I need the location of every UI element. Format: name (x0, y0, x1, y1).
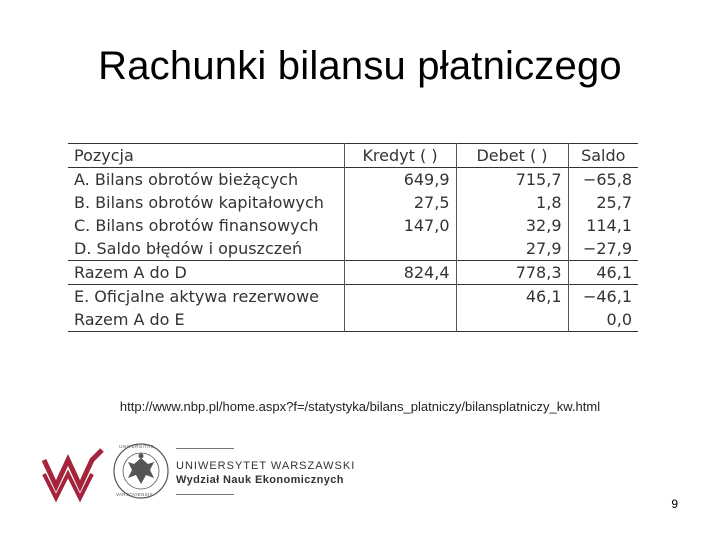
saldo-cell: −65,8 (568, 168, 638, 192)
row-label: Razem A do D (74, 263, 187, 282)
saldo-cell: 25,7 (568, 191, 638, 214)
table-header-row (68, 144, 638, 168)
saldo-cell: 46,1 (568, 261, 638, 285)
saldo-cell: 0,0 (568, 308, 638, 332)
kredyt-cell: 649,9 (344, 168, 456, 192)
table-row (68, 168, 638, 192)
header-debet: Debet ( ) (456, 144, 568, 168)
table-row (68, 308, 638, 332)
kredyt-cell: 824,4 (344, 261, 456, 285)
table-row (68, 214, 638, 237)
saldo-cell: −46,1 (568, 285, 638, 309)
debet-cell: 778,3 (456, 261, 568, 285)
debet-cell: 715,7 (456, 168, 568, 192)
faculty-name: Wydział Nauk Ekonomicznych (176, 474, 344, 486)
saldo-cell: −27,9 (568, 237, 638, 261)
page-number: 9 (671, 497, 678, 511)
saldo-cell: 114,1 (568, 214, 638, 237)
row-label: A. Bilans obrotów bieżących (74, 170, 299, 189)
source-link[interactable]: http://www.nbp.pl/home.aspx?f=/statystyka/bilans_platniczy/bilansplatniczy_kw.html (119, 399, 601, 414)
seal-top-text: UNIVERSITAS (119, 444, 155, 449)
logo-top-rule (176, 448, 234, 449)
balance-table-container (68, 143, 638, 332)
kredyt-cell: 27,5 (344, 191, 456, 214)
table-row (68, 191, 638, 214)
table-row (68, 261, 638, 285)
table-row (68, 237, 638, 261)
header-kredyt: Kredyt ( ) (344, 144, 456, 168)
university-logo (40, 442, 380, 502)
debet-cell: 46,1 (456, 285, 568, 309)
kredyt-cell (344, 285, 456, 309)
balance-of-payments-table (68, 143, 638, 332)
debet-cell: 27,9 (456, 237, 568, 261)
debet-cell (456, 308, 568, 332)
kredyt-cell: 147,0 (344, 214, 456, 237)
debet-cell: 32,9 (456, 214, 568, 237)
university-name: UNIWERSYTET WARSZAWSKI (176, 460, 356, 472)
row-label: Razem A do E (74, 310, 185, 329)
kredyt-cell (344, 237, 456, 261)
header-saldo: Saldo (568, 144, 638, 168)
debet-cell: 1,8 (456, 191, 568, 214)
table-row (68, 285, 638, 309)
kredyt-cell (344, 308, 456, 332)
row-label: C. Bilans obrotów finansowych (74, 216, 319, 235)
seal-bottom-text: VARSOVIENSIS (116, 492, 153, 497)
row-label: B. Bilans obrotów kapitałowych (74, 193, 324, 212)
header-pozycja: Pozycja (74, 146, 134, 165)
slide-title: Rachunki bilansu płatniczego (98, 44, 622, 88)
row-label: E. Oficjalne aktywa rezerwowe (74, 287, 319, 306)
logo-bottom-rule (176, 494, 234, 495)
wne-mark-icon (40, 446, 106, 502)
row-label: D. Saldo błędów i opuszczeń (74, 239, 303, 258)
